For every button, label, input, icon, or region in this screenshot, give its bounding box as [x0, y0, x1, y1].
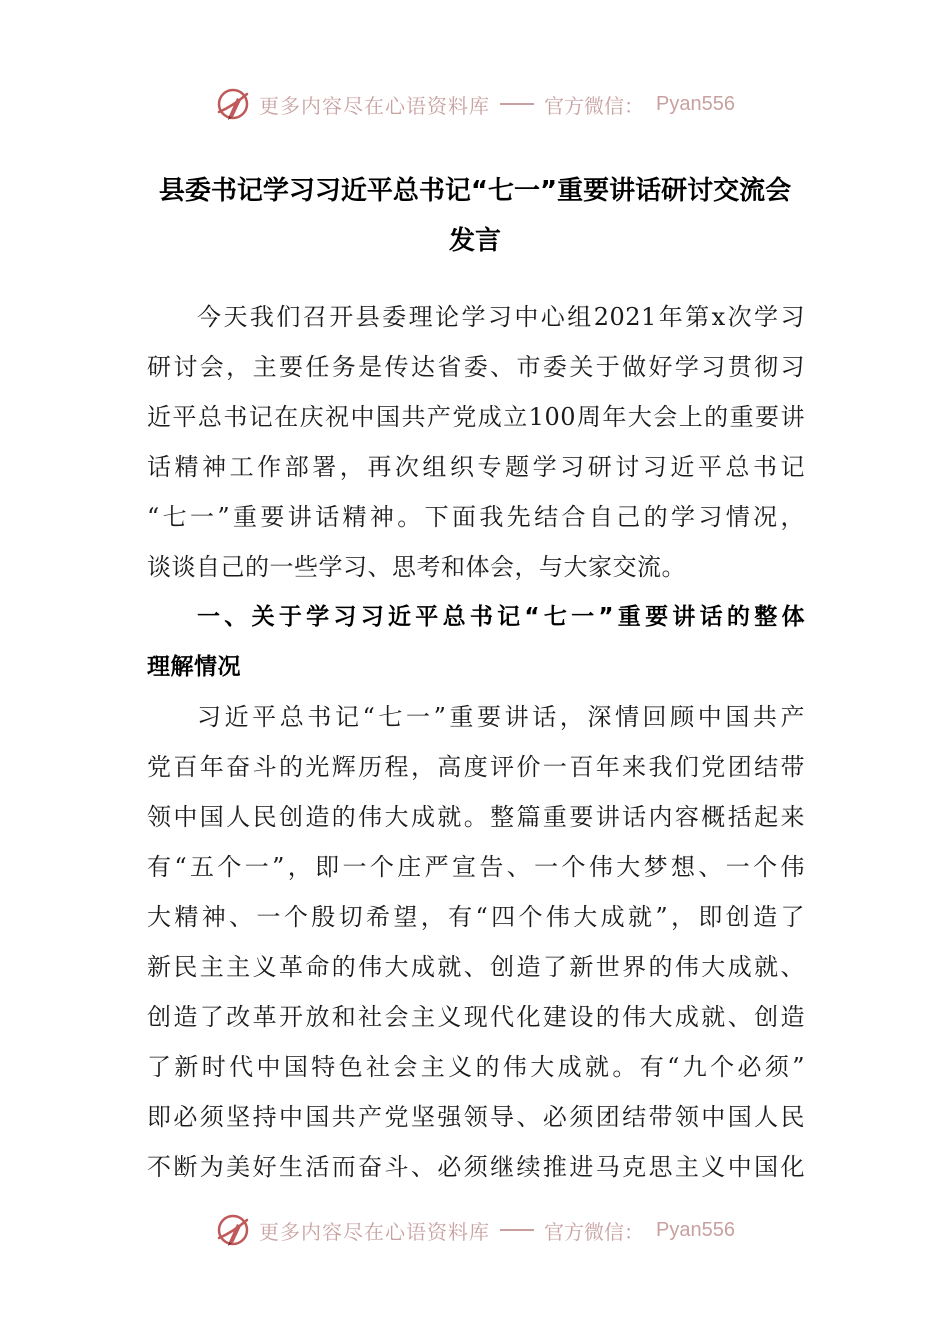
paragraph-line: 谈谈自己的一些学习、思考和体会，与大家交流。 — [147, 553, 686, 581]
paragraph-line: 话精神工作部署，再次组织专题学习研讨习近平总书记 — [147, 453, 805, 481]
paragraph-line: 新民主主义革命的伟大成就、创造了新世界的伟大成就、 — [147, 953, 805, 981]
watermark-text: 更多内容尽在心语资料库 — [259, 93, 491, 118]
watermark-text: 更多内容尽在心语资料库 — [259, 1219, 491, 1244]
paragraph-line: “七一”重要讲话精神。下面我先结合自己的学习情况， — [147, 503, 805, 531]
watermark-banner-bottom — [0, 1210, 950, 1250]
paragraph-line: 今天我们召开县委理论学习中心组2021年第x次学习 — [197, 303, 805, 331]
paragraph-line: 党百年奋斗的光辉历程，高度评价一百年来我们党团结带 — [147, 753, 805, 781]
paragraph-line: 了新时代中国特色社会主义的伟大成就。有“九个必须” — [147, 1053, 805, 1081]
paragraph-line: 近平总书记在庆祝中国共产党成立100周年大会上的重要讲 — [147, 403, 805, 431]
document-title-line1: 县委书记学习习近平总书记“七一”重要讲话研讨交流会 — [158, 176, 792, 206]
paragraph-line: 有“五个一”，即一个庄严宣告、一个伟大梦想、一个伟 — [147, 853, 805, 881]
paragraph-line: 不断为美好生活而奋斗、必须继续推进马克思主义中国化 — [147, 1153, 805, 1181]
section-heading: 一、关于学习习近平总书记“七一”重要讲话的整体 — [197, 604, 805, 630]
watermark-dash — [500, 1229, 534, 1231]
watermark-separator: 官方微信： — [544, 93, 645, 118]
paragraph-line: 研讨会，主要任务是传达省委、市委关于做好学习贯彻习 — [147, 353, 805, 381]
paragraph-line: 习近平总书记“七一”重要讲话，深情回顾中国共产 — [197, 703, 805, 731]
document-body — [147, 292, 805, 1192]
paragraph-line: 领中国人民创造的伟大成就。整篇重要讲话内容概括起来 — [147, 803, 805, 831]
watermark-wechat-id: Pyan556 — [656, 1218, 735, 1241]
watermark-wechat-id: Pyan556 — [656, 92, 735, 115]
watermark-separator: 官方微信： — [544, 1219, 645, 1244]
watermark-dash — [500, 103, 534, 105]
paragraph-line: 创造了改革开放和社会主义现代化建设的伟大成就、创造 — [147, 1003, 805, 1031]
watermark-banner-top — [0, 84, 950, 124]
document-title-line2: 发言 — [448, 226, 501, 256]
section-heading: 理解情况 — [147, 654, 241, 680]
pen-circle-logo-icon — [215, 86, 251, 122]
pen-circle-logo-icon — [215, 1212, 251, 1248]
paragraph-line: 大精神、一个殷切希望，有“四个伟大成就”，即创造了 — [147, 903, 805, 931]
paragraph-line: 即必须坚持中国共产党坚强领导、必须团结带领中国人民 — [147, 1103, 805, 1131]
